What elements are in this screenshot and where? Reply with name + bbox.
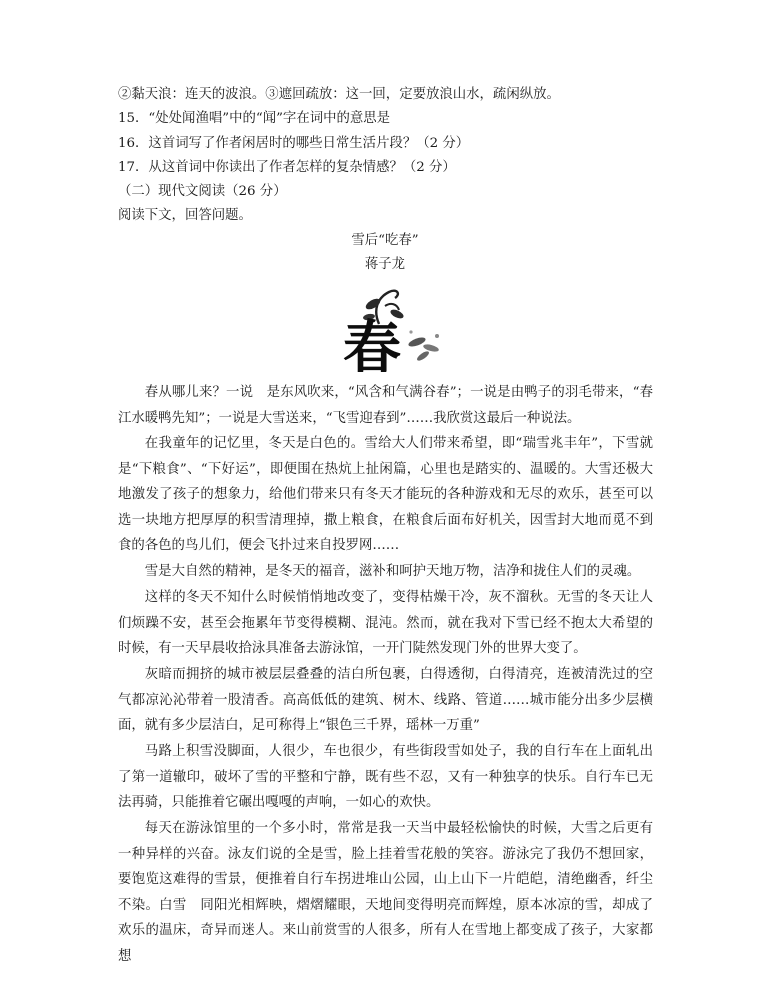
question-15: 15．“处处闻渔唱”中的“闻”字在词中的意思是 <box>118 111 391 126</box>
article-paragraph: 雪是大自然的精神，是冬天的福音，滋补和呵护天地万物，洁净和拢住人们的灵魂。 <box>144 564 641 579</box>
petal-dot <box>409 330 412 333</box>
leaf-shape <box>416 350 431 363</box>
spring-glyph: 春 <box>342 314 402 372</box>
article-paragraph: 春从哪儿来？一说 是东风吹来，“风含和气满谷春”；一说是由鸭子的羽毛带来，“春江水暖鸭先知”；一说是大雪送来，“飞雪迎春到”……我欣赏这最后一种说法。 <box>118 385 653 426</box>
spring-calligraphy-illustration <box>327 284 447 372</box>
question-16: 16．这首词写了作者闲居时的哪些日常生活片段？（2 分） <box>118 136 470 151</box>
petal-dot <box>435 334 439 338</box>
article-paragraph: 在我童年的记忆里，冬天是白色的。雪给大人们带来希望，即“瑞雪兆丰年”，下雪就是“下粮食”、“下好运”，即便围在热炕上扯闲篇，心里也是踏实的、温暖的。大雪还极大地激发了孩子的想象力，给他们带来只有冬天才能玩的各种游戏和无尽的欢乐，甚至可以选一块地方把厚厚的积雪清理掉，撒上粮食，在粮食后面布好机关，因雪封大地而觅不到食的各色的鸟儿们，便会飞扑过来自投罗网…… <box>118 436 653 554</box>
leaf-shape <box>422 343 439 353</box>
spring-calligraphy-art <box>327 284 447 372</box>
article-paragraph: 灰暗而拥挤的城市被层层叠叠的洁白所包裹，白得透彻，白得清亮，连被清洗过的空气都凉沁沁带着一股清香。高高低低的建筑、树木、线路、管道……城市能分出多少层横面，就有多少层洁白，足可称得上“银色三千界，瑶林一万重” <box>118 667 653 734</box>
reading-instruction: 阅读下文，回答问题。 <box>118 208 252 223</box>
article-paragraph: 这样的冬天不知什么时候悄悄地改变了，变得枯燥干冷，灰不溜秋。无雪的冬天让人们烦躁不安，甚至会拖累年节变得模糊、混沌。然而，就在我对下雪已经不抱太大希望的时候，有一天早晨收拾泳具准备去游泳馆，一开门陡然发现门外的世界大变了。 <box>118 590 653 657</box>
vine-curl <box>385 304 399 310</box>
article-paragraph: 每天在游泳馆里的一个多小时，常常是我一天当中最轻松愉快的时候，大雪之后更有一种异样的兴奋。泳友们说的全是雪，脸上挂着雪花般的笑容。游泳完了我仍不想回家，要饱览这难得的雪景，便推着自行车拐进堆山公园，山上山下一片皑皑，清绝幽香，纤尘不染。白雪 同阳光相辉映，熠熠耀眼，天地间变得明亮而辉煌，原本冰凉的雪，却成了欢乐的温床，奇异而迷人。来山前赏雪的人很多，所有人在雪地上都变成了孩子，大家都想 <box>118 821 653 964</box>
section-heading: （二）现代文阅读（26 分） <box>118 184 287 199</box>
question-17: 17．从这首词中你读出了作者怎样的复杂情感？（2 分） <box>118 160 456 175</box>
article-paragraph: 马路上积雪没脚面，人很少，车也很少，有些街段雪如处子，我的自行车在上面轧出了第一道辙印，破坏了雪的平整和宁静，既有些不忍，又有一种独享的快乐。自行车已无法再骑，只能推着它碾出嘎嘎的声响，一如心的欢快。 <box>118 744 653 811</box>
footnote-line: ②黏天浪：连天的波浪。③遮回疏放：这一回，定要放浪山水，疏闲纵放。 <box>118 87 560 102</box>
article-title: 雪后“吃春” <box>351 233 419 248</box>
article-author: 蒋子龙 <box>364 257 406 272</box>
